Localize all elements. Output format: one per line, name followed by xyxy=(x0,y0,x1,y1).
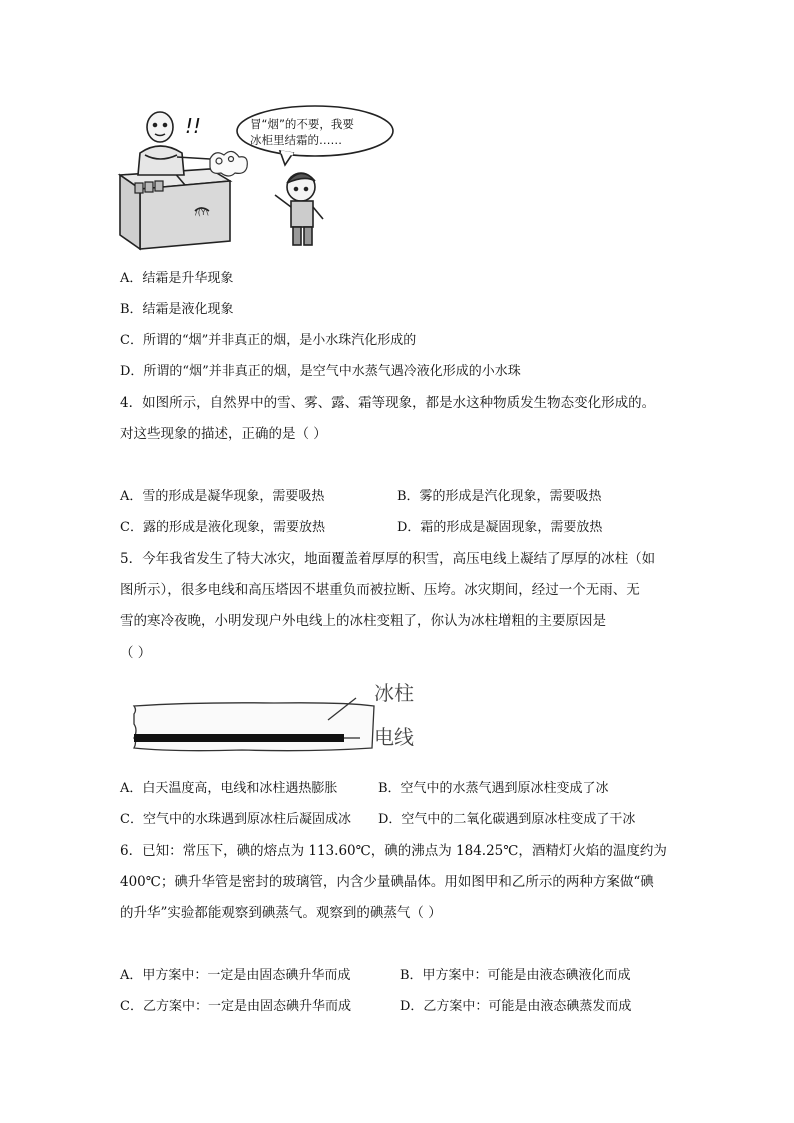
q5-stem-line-3: 雪的寒冷夜晚，小明发现户外电线上的冰柱变粗了，你认为冰柱增粗的主要原因是 xyxy=(120,613,606,629)
speech-bubble xyxy=(237,106,393,165)
cups xyxy=(135,181,163,193)
bubble-line-2: 冰柜里结霜的…… xyxy=(250,133,342,147)
q4-option-a: A．雪的形成是凝华现象，需要吸热 xyxy=(120,489,325,504)
freezer xyxy=(120,169,230,249)
q5-option-c: C．空气中的水珠遇到原冰柱后凝固成冰 xyxy=(120,812,351,827)
q4-option-b: B．雾的形成是汽化现象，需要吸热 xyxy=(397,489,602,504)
q3-option-a: A．结霜是升华现象 xyxy=(120,271,234,286)
q5-option-b: B．空气中的水蒸气遇到原冰柱变成了冰 xyxy=(378,781,609,796)
exclaim-text: !! xyxy=(185,114,202,138)
q3-option-d: D．所谓的“烟”并非真正的烟，是空气中水蒸气遇冷液化形成的小水珠 xyxy=(120,364,521,379)
smoke-cloud xyxy=(210,151,247,176)
q4-option-d: D．霜的形成是凝固现象，需要放热 xyxy=(397,520,603,535)
wire xyxy=(134,734,344,742)
q5-stem-line-2: 图所示），很多电线和高压塔因不堪重负而被拉断、压垮。冰灾期间，经过一个无雨、无 xyxy=(120,582,640,598)
boy xyxy=(275,173,323,245)
q6-stem-line-2: 400℃；碘升华管是密封的玻璃管，内含少量碘晶体。用如图甲和乙所示的两种方案做“碘 xyxy=(120,874,654,890)
q6-option-a: A．甲方案中：一定是由固态碘升华而成 xyxy=(120,968,351,983)
ice-column xyxy=(134,703,374,751)
q5-option-d: D．空气中的二氧化碳遇到原冰柱变成了干冰 xyxy=(378,812,636,827)
q6-stem-line-1: 6．已知：常压下，碘的熔点为 113.60℃，碘的沸点为 184.25℃，酒精灯火焰的温度约为 xyxy=(120,843,667,859)
q6-option-c: C．乙方案中：一定是由固态碘升华而成 xyxy=(120,999,351,1014)
bubble-line-1: 冒“烟”的不要，我要 xyxy=(250,117,354,131)
q4-stem-line-1: 4．如图所示，自然界中的雪、雾、露、霜等现象，都是水这种物质发生物态变化形成的。 xyxy=(120,395,656,411)
q5-stem-line-4: （ ） xyxy=(120,645,152,661)
q5-option-a: A．白天温度高，电线和冰柱遇热膨胀 xyxy=(120,781,338,796)
wire-label: 电线 xyxy=(374,725,414,749)
ice-label: 冰柱 xyxy=(374,681,414,705)
q6-stem-line-3: 的升华”实验都能观察到碘蒸气。观察到的碘蒸气（ ） xyxy=(120,905,442,921)
q3-option-c: C．所谓的“烟”并非真正的烟，是小水珠汽化形成的 xyxy=(120,333,417,348)
svg-text:/(Y\: /(Y\ xyxy=(195,208,209,217)
q3-option-b: B．结霜是液化现象 xyxy=(120,302,234,317)
q6-option-d: D．乙方案中：可能是由液态碘蒸发而成 xyxy=(400,999,632,1014)
cartoon-illustration xyxy=(115,103,415,253)
q6-option-b: B．甲方案中：可能是由液态碘液化而成 xyxy=(400,968,631,983)
q4-option-c: C．露的形成是液化现象，需要放热 xyxy=(120,520,325,535)
q4-stem-line-2: 对这些现象的描述，正确的是（ ） xyxy=(120,426,327,442)
ice-wire-figure xyxy=(128,672,448,762)
q5-stem-line-1: 5．今年我省发生了特大冰灾，地面覆盖着厚厚的积雪，高压电线上凝结了厚厚的冰柱（如 xyxy=(120,551,656,567)
